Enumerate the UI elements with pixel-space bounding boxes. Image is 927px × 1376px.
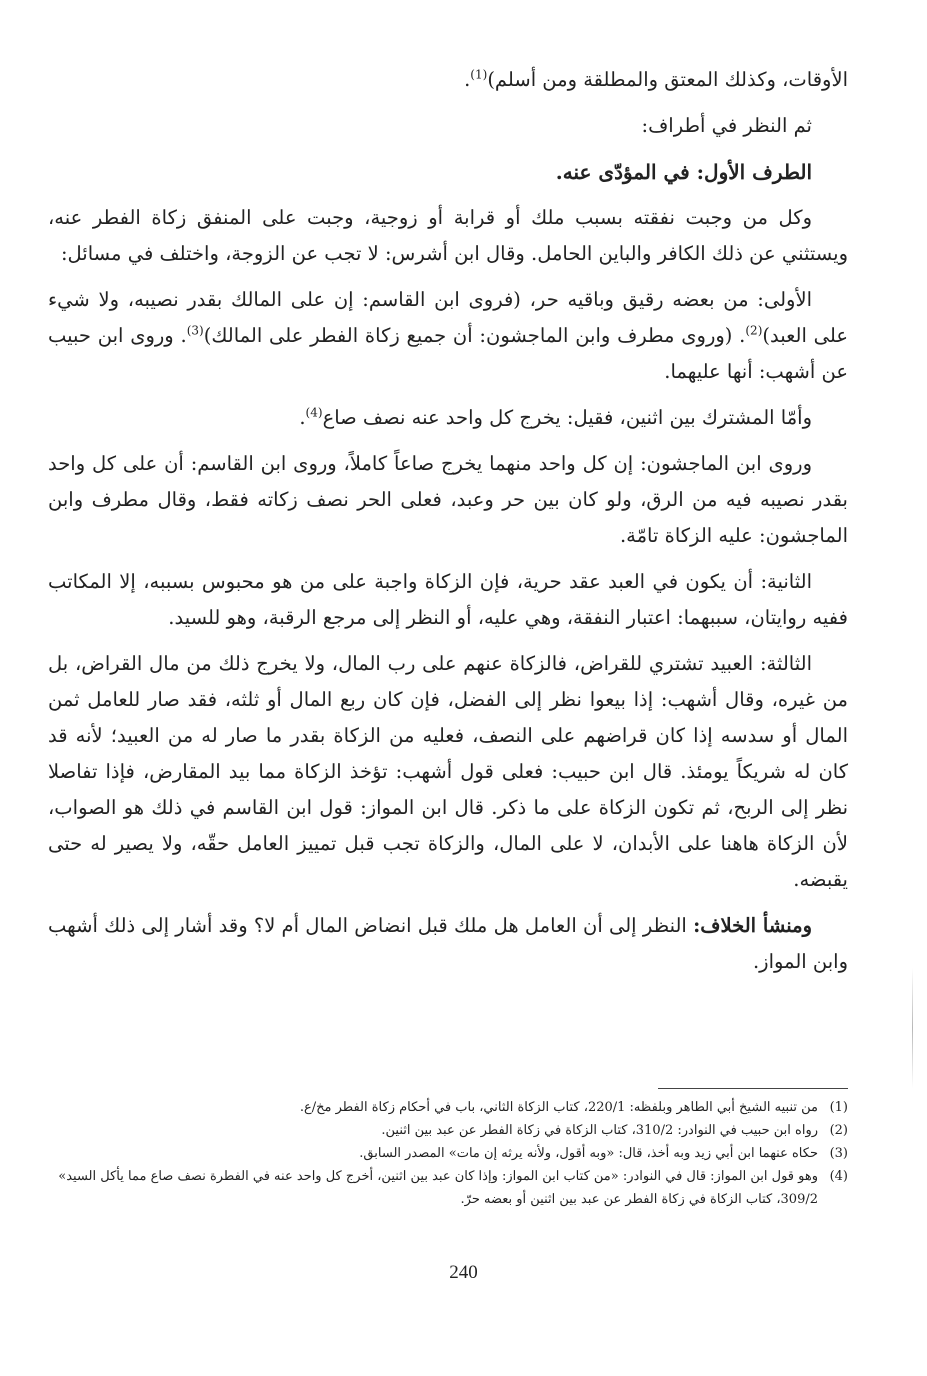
footnote-1: (1) من تنبيه الشيخ أبي الطاهر وبلفظه: 220/1، كتاب الزكاة الثاني، باب في أحكام زكاة الفطر مخ/ع.	[299, 1100, 848, 1115]
paragraph-1: الأوقات، وكذلك المعتق والمطلقة ومن أسلم)$^{(1)}$.	[464, 67, 848, 91]
footnote-ref-3[interactable]: (3)	[186, 323, 204, 338]
footnotes	[48, 1096, 848, 1211]
footnote-divider	[658, 1088, 848, 1089]
footnote-ref-4[interactable]: (4)	[305, 405, 323, 420]
paragraph-6: وأمّا المشترك بين اثنين، فقيل: يخرج كل واحد عنه نصف صاع$^{(4)}$.	[299, 405, 812, 429]
page-body	[48, 62, 848, 980]
paragraph-4: وكل من وجبت نفقته بسبب ملك أو قرابة أو زوجية، وجبت على المنفق زكاة الفطر عنه، ويستثني عن ذلك الكافر والباين الحامل. وقال ابن أشرس: لا تجب عن الزوجة، واختلف في مسائل:	[48, 206, 848, 265]
footnote-3: (3) حكاه عنهما ابن أبي زيد وبه أخذ، قال: «وبه أقول، ولأنه يرثه إن مات» المصدر السابق.	[359, 1146, 848, 1161]
paragraph-2: ثم النظر في أطراف:	[641, 114, 812, 137]
dispute-origin-label: ومنشأ الخلاف:	[693, 914, 813, 937]
footnote-ref-2[interactable]: (2)	[745, 323, 763, 338]
paragraph-5: الأولى: من بعضه رقيق وباقيه حر، (فروى ابن القاسم: إن على المالك بقدر نصيبه، ولا شيء على العبد)$^{(2)}$. (وروى مطرف وابن الماجشون: أن جميع زكاة الفطر على المالك)$^{(3)}$. وروى ابن حبيب عن أشهب: أنها عليهما.	[48, 288, 848, 383]
paragraph-9: الثالثة: العبيد تشتري للقراض، فالزكاة عنهم على رب المال، ولا يخرج ذلك من مال القراض، بل من غيره، وقال أشهب: إذا بيعوا نظر إلى الفضل، فإن كان ربع المال أو ثلثه، فقد صار للعامل ثمن المال أو سدسه إذا كان قراضهم على النصف، فعليه من الزكاة بقدر ما صار له من العبيد؛ لأنه قد كان له شريكاً يومئذ. قال ابن حبيب: فعلى قول أشهب: تؤخذ الزكاة مما بيد المقارض، فإذا تفاصلا نظر إلى الربح، ثم تكون الزكاة على ما ذكر. قال ابن المواز: قول ابن القاسم في ذلك هو الصواب، لأن الزكاة هاهنا على الأبدان، لا على المال، والزكاة تجب قبل تمييز العامل حقّه، ولا يصير له حتى يقبضه.	[48, 652, 848, 891]
page-number: 240	[449, 1262, 478, 1283]
section-heading: الطرف الأول: في المؤدّى عنه.	[555, 160, 812, 184]
scan-edge-mark	[912, 968, 913, 1088]
footnote-4: (4) وهو قول ابن المواز: قال في النوادر: «من كتاب ابن المواز: وإذا كان عبد بين اثنين، أخرج كل واحد عنه في الفطرة نصف صاع مما يأكل السيد» 309/2، كتاب الزكاة في زكاة الفطر عن عبد بين اثنين أو بعضه حرّ.	[58, 1169, 848, 1207]
footnote-ref-1[interactable]: (1)	[470, 67, 488, 82]
paragraph-10: ومنشأ الخلاف: النظر إلى أن العامل هل ملك قبل انضاض المال أم لا؟ وقد أشار إلى ذلك أشهب وابن المواز.	[48, 914, 848, 973]
paragraph-7: وروى ابن الماجشون: إن كل واحد منهما يخرج صاعاً كاملاً، وروى ابن القاسم: أن على كل واحد بقدر نصيبه فيه من الرق، ولو كان بين حر وعبد، فعلى الحر نصف زكاته فقط، وقال مطرف وابن الماجشون: عليه الزكاة تامّة.	[48, 452, 848, 547]
footnote-2: (2) رواه ابن حبيب في النوادر: 310/2، كتاب الزكاة في زكاة الفطر عن عبد بين اثنين.	[381, 1123, 848, 1138]
paragraph-8: الثانية: أن يكون في العبد عقد حرية، فإن الزكاة واجبة على من هو محبوس بسببه، إلا المكاتب ففيه روايتان، سببهما: اعتبار النفقة، وهي عليه، أو النظر إلى مرجع الرقبة، وهو للسيد.	[48, 570, 848, 629]
